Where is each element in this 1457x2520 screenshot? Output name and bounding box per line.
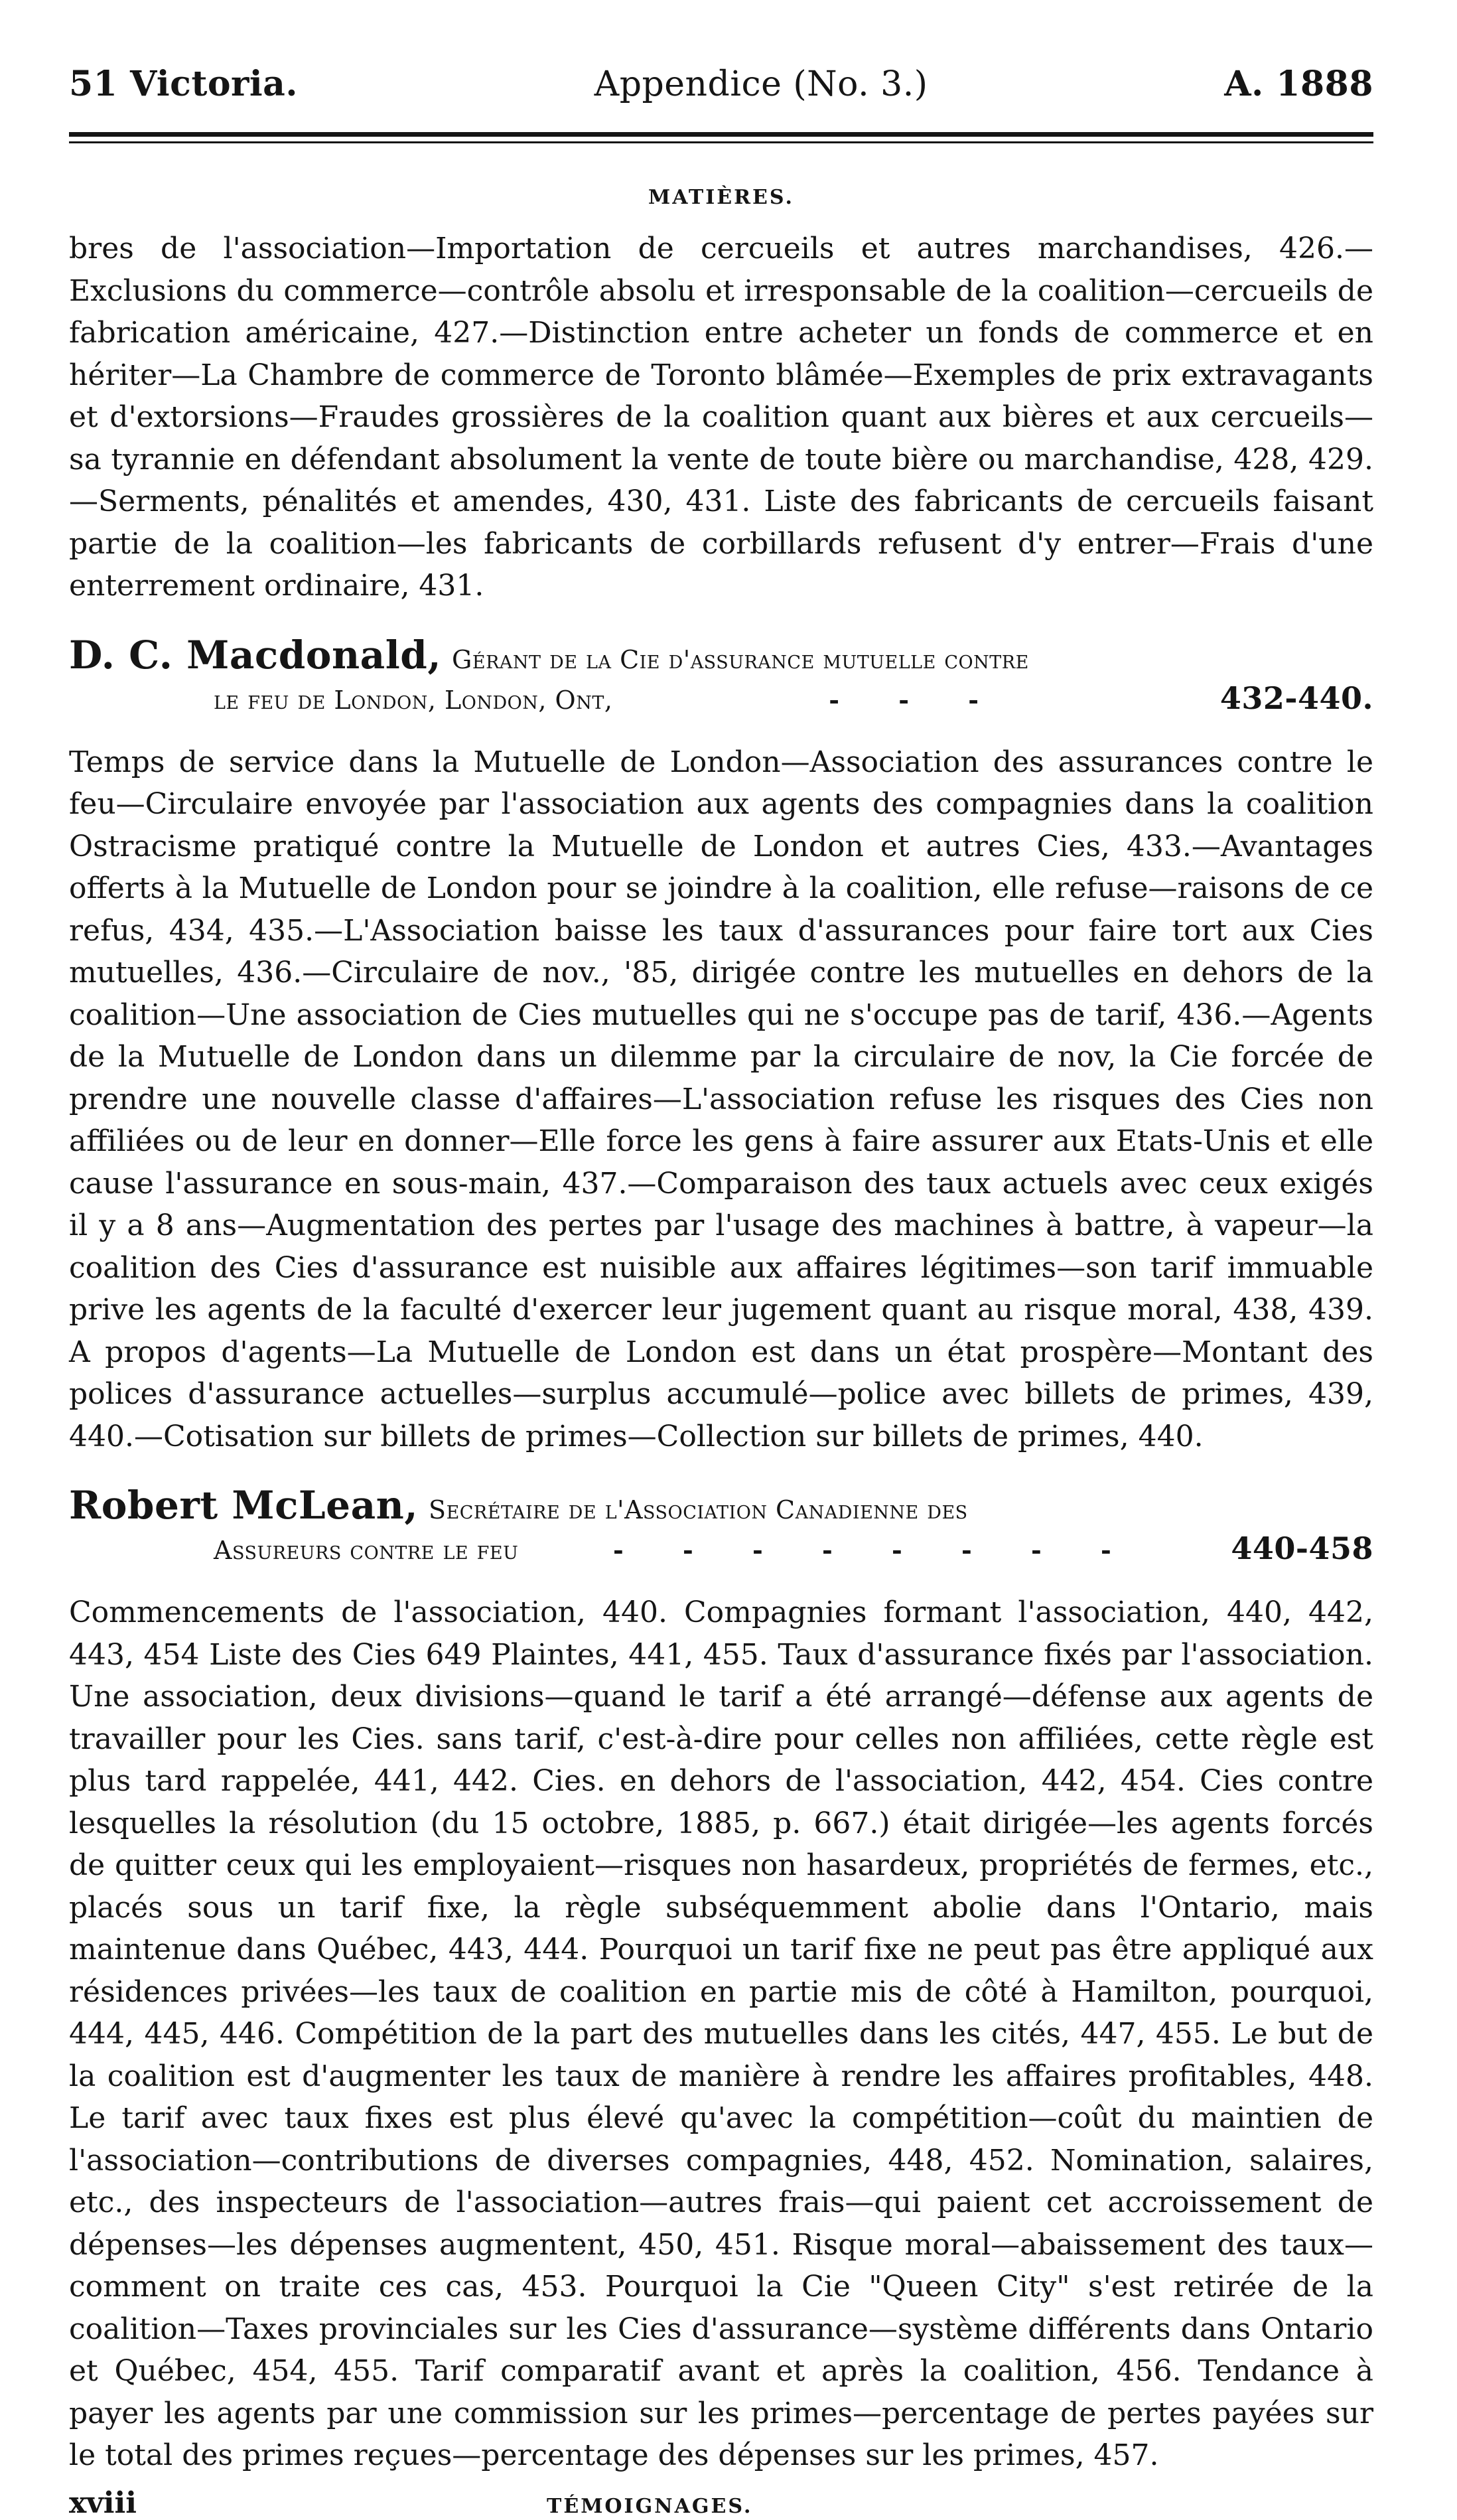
witness-title-line2: le feu de London, London, Ont, [214, 685, 613, 715]
witness-title-line1: Secrétaire de l'Association Canadienne des [429, 1495, 968, 1524]
header-rule-thick [69, 132, 1373, 137]
witness-name: Robert McLean, [69, 1483, 419, 1528]
witness-title-line2: Assureurs contre le feu [214, 1536, 519, 1565]
page-number: xviii [69, 2485, 137, 2520]
witness-name: D. C. Macdonald, [69, 632, 442, 678]
header-left: 51 Victoria. [69, 64, 298, 104]
paragraph-mclean: Commencements de l'association, 440. Compagnies formant l'association, 440, 442, 443, 454 Liste des Cies 649 Plaintes, 441, 455. Taux d'assurance fixés par l'association. Une association, deux divisions—quand le tarif a été arrangé—défense aux agents de travailler pour les Cies. sans tarif, c'est-à-dire pour celles non affiliées, cette règle est plus tard rappelée, 441, 442. Cies. en dehors de l'association, 442, 454. Cies contre lesquelles la résolution (du 15 octobre, 1885, p. 667.) était dirigée—les agents forcés de quitter ceux qui les employaient—risques non hasardeux, propriétés de fermes, etc., placés sous un tarif fixe, la règle subséquemment abolie dans l'Ontario, mais maintenue dans Québec, 443, 444. Pourquoi un tarif fixe ne peut pas être appliqué aux résidences privées—les taux de coalition en partie mis de côté à Hamilton, pourquoi, 444, 445, 446. Compétition de la part des mutuelles dans les cités, 447, 455. Le but de la coalition est d'augmenter les taux de manière à rendre les affaires profitables, 448. Le tarif avec taux fixes est plus élevé qu'avec la compétition—coût du maintien de l'association—contributions de diverses compagnies, 448, 452. Nomination, salaires, etc., des inspecteurs de l'association—autres frais—qui paient cet accroissement de dépenses—les dépenses augmentent, 450, 451. Risque moral—abaissement des taux—comment on traite ces cas, 453. Pourquoi la Cie "Queen City" s'est retirée de la coalition—Taxes provinciales sur les Cies d'assurance—système différents dans Ontario et Québec, 454, 455. Tarif comparatif avant et après la coalition, 456. Tendance à payer les agents par une commission sur les primes—percentage de pertes payées sur le total des primes reçues—percentage des dépenses sur les primes, 457. [69, 1595, 1373, 2472]
page-footer [69, 2486, 1373, 2520]
header-right: A. 1888 [1224, 64, 1373, 104]
witness-pages: 440-458 [1231, 1530, 1373, 1566]
witness-heading-mclean [69, 1483, 1373, 1566]
running-header [69, 64, 1373, 104]
witness-title-line1: Gérant de la Cie d'assurance mutuelle contre [452, 644, 1029, 674]
section-title: MATIÈRES. [648, 186, 794, 209]
signature-mark: TÉMOIGNAGES. [547, 2494, 753, 2518]
witness-heading-macdonald [69, 632, 1373, 716]
leader-dots: - - - - - - - - [612, 1535, 1137, 1565]
leader-dots: - - - [829, 684, 1005, 715]
header-rule-thin [69, 141, 1373, 143]
paragraph-continuation: bres de l'association—Importation de cercueils et autres marchandises, 426.—Exclusions du commerce—contrôle absolu et irresponsable de la coalition—cercueils de fabrication américaine, 427.—Distinction entre acheter un fonds de commerce et en hériter—La Chambre de commerce de Toronto blâmée—Exemples de prix extravagants et d'extorsions—Fraudes grossières de la coalition quant aux bières et aux cercueils—sa tyrannie en défendant absolument la vente de toute bière ou marchandise, 428, 429.—Serments, pénalités et amendes, 430, 431. Liste des fabricants de cercueils faisant partie de la coalition—les fabricants de corbillards refusent d'y entrer—Frais d'une enterrement ordinaire, 431. [69, 232, 1373, 603]
header-center: Appendice (No. 3.) [594, 64, 928, 104]
witness-pages: 432-440. [1219, 680, 1373, 716]
paragraph-macdonald: Temps de service dans la Mutuelle de London—Association des assurances contre le feu—Circulaire envoyée par l'association aux agents des compagnies dans la coalition Ostracisme pratiqué contre la Mutuelle de London et autres Cies, 433.—Avantages offerts à la Mutuelle de London pour se joindre à la coalition, elle refuse—raisons de ce refus, 434, 435.—L'Association baisse les taux d'assurances pour faire tort aux Cies mutuelles, 436.—Circulaire de nov., '85, dirigée contre les mutuelles en dehors de la coalition—Une association de Cies mutuelles qui ne s'occupe pas de tarif, 436.—Agents de la Mutuelle de London dans un dilemme par la circulaire de nov, la Cie forcée de prendre une nouvelle classe d'affaires—L'association refuse les risques des Cies non affiliées ou de leur en donner—Elle force les gens à faire assurer aux Etats-Unis et elle cause l'assurance en sous-main, 437.—Comparaison des taux actuels avec ceux exigés il y a 8 ans—Augmentation des pertes par l'usage des machines à battre, à vapeur—la coalition des Cies d'assurance est nuisible aux affaires légitimes—son tarif immuable prive les agents de la faculté d'exercer leur jugement quant au risque moral, 438, 439. A propos d'agents—La Mutuelle de London est dans un état prospère—Montant des polices d'assurance actuelles—surplus accumulé—police avec billets de primes, 439, 440.—Cotisation sur billets de primes—Collection sur billets de primes, 440. [69, 745, 1373, 1453]
